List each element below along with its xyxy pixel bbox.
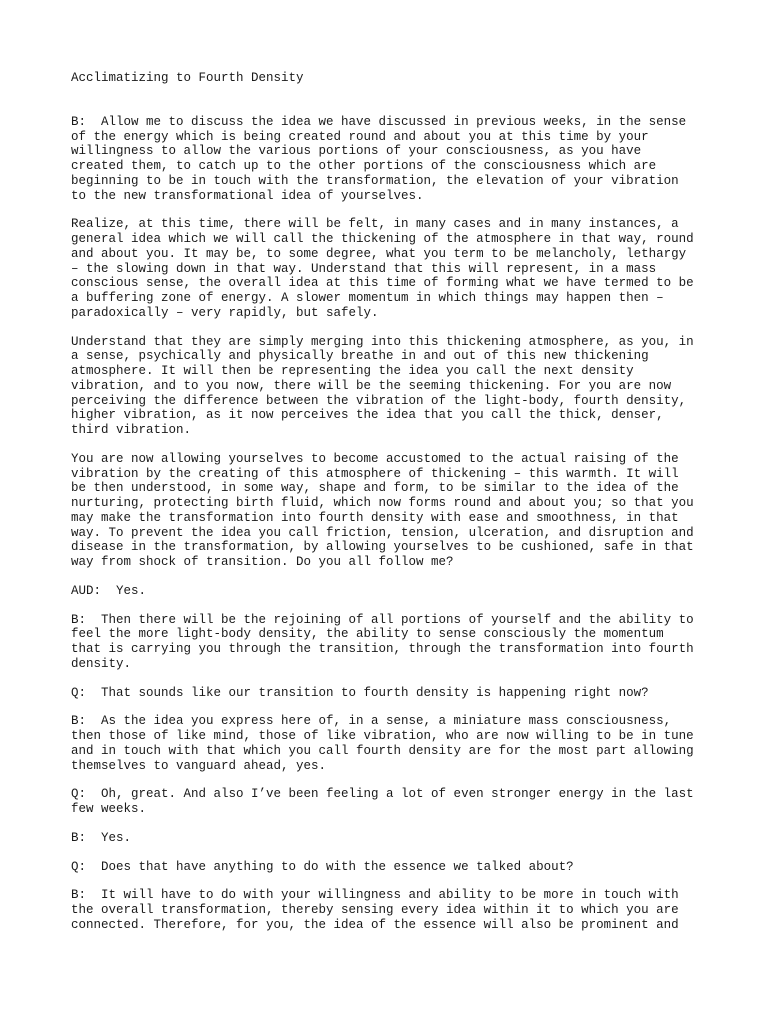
paragraph-b-willingness: B: It will have to do with your willingness and ability to be more in touch with the overall transformation, thereby sensing every idea within it to which you are connected. Therefore, for you, the idea of the essence will also be prominent and: [71, 888, 679, 932]
paragraph-q-essence: Q: Does that have anything to do with the essence we talked about?: [71, 859, 574, 874]
paragraph-q-energy: Q: Oh, great. And also I’ve been feeling a lot of even stronger energy in the last few weeks.: [71, 787, 694, 816]
paragraph-allowing: You are now allowing yourselves to become accustomed to the actual raising of the vibration by the creating of this atmosphere of thickening – this warmth. It will be then understood, in some way, shape and form, to be similar to the idea of the nurturing, protecting birth fluid, which now forms round and about you; so that you may make the transformation into fourth density with ease and smoothness, in that way. To prevent the idea you call friction, tension, ulceration, and disruption and disease in the transformation, by allowing yourselves to be cushioned, safe in that way from shock of transition. Do you all follow me?: [71, 451, 694, 569]
paragraph-b-intro: B: Allow me to discuss the idea we have discussed in previous weeks, in the sense of the energy which is being created round and about you at this time by your willingness to allow the various portions of your consciousness, as you have created them, to catch up to the other portions of the consciousness which are beginning to be in touch with the transformation, the elevation of your vibration to the new transformational idea of yourselves.: [71, 114, 687, 203]
paragraph-realize: Realize, at this time, there will be felt, in many cases and in many instances, a general idea which we will call the thickening of the atmosphere in that way, round and about you. It may be, to some degree, what you term to be melancholy, lethargy – the slowing down in that way. Understand that this will represent, in a mass conscious sense, the overall idea at this time of forming what we have termed to be a buffering zone of energy. A slower momentum in which things may happen then – paradoxically – very rapidly, but safely.: [71, 217, 694, 320]
paragraph-q-transition: Q: That sounds like our transition to fourth density is happening right now?: [71, 685, 649, 700]
document-body: [71, 71, 711, 933]
paragraph-aud-yes: AUD: Yes.: [71, 583, 147, 598]
paragraph-b-rejoining: B: Then there will be the rejoining of all portions of yourself and the ability to feel the more light-body density, the ability to sense consciously the momentum that is carrying you through the transition, through the transformation into fourth density.: [71, 612, 694, 671]
paragraph-b-mass-consciousness: B: As the idea you express here of, in a sense, a miniature mass consciousness, then those of like mind, those of like vibration, who are now willing to be in tune and in touch with that which you call fourth density are for the most part allowing themselves to vanguard ahead, yes.: [71, 714, 694, 773]
paragraph-b-yes: B: Yes.: [71, 830, 132, 845]
paragraph-understand: Understand that they are simply merging into this thickening atmosphere, as you, in a sense, psychically and physically breathe in and out of this new thickening atmosphere. It will then be representing the idea you call the next density vibration, and to you now, there will be the seeming thickening. For you are now perceiving the difference between the vibration of the light-body, fourth density, higher vibration, as it now perceives the idea that you call the thick, denser, third vibration.: [71, 334, 694, 437]
document-title: Acclimatizing to Fourth Density: [71, 71, 304, 85]
